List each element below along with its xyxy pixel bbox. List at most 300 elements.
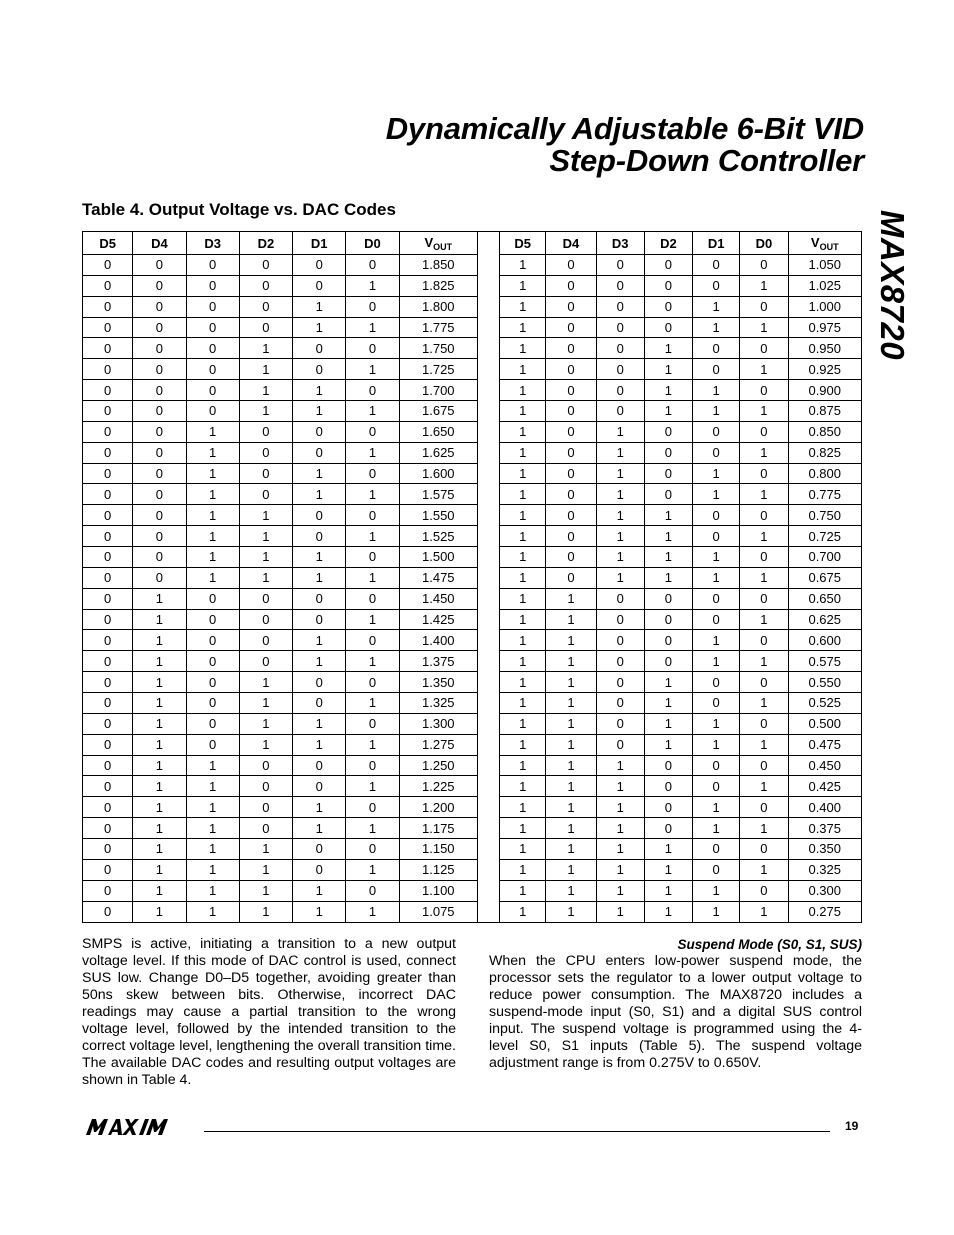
vout-cell: 1.125	[399, 859, 477, 880]
bit-cell: 1	[346, 859, 399, 880]
bit-cell: 0	[293, 442, 346, 463]
bit-cell: 1	[239, 693, 292, 714]
vout-cell: 0.550	[788, 672, 862, 693]
bit-cell: 1	[644, 672, 692, 693]
bit-cell: 1	[293, 296, 346, 317]
bit-cell: 1	[500, 401, 546, 422]
bit-cell: 0	[693, 505, 740, 526]
bit-cell: 0	[83, 567, 133, 588]
bit-cell: 1	[500, 859, 546, 880]
column-gap	[477, 275, 499, 296]
bit-cell: 0	[693, 442, 740, 463]
bit-cell: 0	[239, 776, 292, 797]
bit-cell: 1	[293, 818, 346, 839]
vout-cell: 0.950	[788, 338, 862, 359]
vout-cell: 0.775	[788, 484, 862, 505]
bit-cell: 0	[133, 505, 186, 526]
table-row	[83, 463, 862, 484]
bit-cell: 1	[293, 380, 346, 401]
bit-cell: 0	[83, 776, 133, 797]
bit-cell: 1	[740, 693, 788, 714]
vout-cell: 1.550	[399, 505, 477, 526]
bit-cell: 0	[596, 672, 644, 693]
bit-cell: 0	[239, 630, 292, 651]
bit-cell: 1	[740, 359, 788, 380]
table-row	[83, 567, 862, 588]
bit-cell: 0	[293, 693, 346, 714]
bit-cell: 0	[83, 317, 133, 338]
bit-cell: 1	[740, 401, 788, 422]
bit-cell: 0	[740, 630, 788, 651]
table-row	[83, 338, 862, 359]
header-vout: $V_{OUT}$	[788, 232, 862, 255]
bit-cell: 1	[293, 463, 346, 484]
bit-cell: 0	[83, 797, 133, 818]
bit-cell: 0	[186, 693, 239, 714]
bit-cell: 1	[596, 776, 644, 797]
vout-cell: 1.675	[399, 401, 477, 422]
bit-cell: 1	[346, 734, 399, 755]
table-row	[83, 296, 862, 317]
bit-cell: 1	[546, 609, 596, 630]
bit-cell: 0	[644, 421, 692, 442]
bit-cell: 1	[346, 275, 399, 296]
bit-cell: 0	[644, 463, 692, 484]
bit-cell: 1	[596, 442, 644, 463]
bit-cell: 1	[239, 901, 292, 922]
table-header-row	[83, 232, 862, 255]
bit-cell: 0	[693, 338, 740, 359]
bit-cell: 0	[83, 505, 133, 526]
bit-cell: 0	[83, 588, 133, 609]
bit-cell: 0	[83, 713, 133, 734]
bit-cell: 1	[133, 839, 186, 860]
bit-cell: 1	[133, 713, 186, 734]
bit-cell: 0	[346, 505, 399, 526]
bit-cell: 0	[546, 442, 596, 463]
vout-cell: 1.375	[399, 651, 477, 672]
bit-cell: 0	[596, 296, 644, 317]
bit-cell: 1	[293, 651, 346, 672]
bit-cell: 0	[293, 338, 346, 359]
bit-cell: 0	[83, 526, 133, 547]
bit-cell: 0	[293, 275, 346, 296]
bit-cell: 1	[644, 567, 692, 588]
bit-cell: 1	[693, 401, 740, 422]
bit-cell: 1	[500, 839, 546, 860]
table-row	[83, 651, 862, 672]
bit-cell: 0	[693, 672, 740, 693]
vout-cell: 0.500	[788, 713, 862, 734]
bit-cell: 0	[83, 359, 133, 380]
vout-cell: 1.075	[399, 901, 477, 922]
column-gap	[477, 859, 499, 880]
bit-cell: 1	[546, 588, 596, 609]
bit-cell: 0	[346, 713, 399, 734]
vout-cell: 1.050	[788, 255, 862, 276]
table-row	[83, 317, 862, 338]
bit-cell: 1	[644, 359, 692, 380]
bit-cell: 0	[133, 255, 186, 276]
bit-cell: 1	[693, 818, 740, 839]
bit-cell: 1	[186, 421, 239, 442]
bit-cell: 1	[596, 526, 644, 547]
bit-cell: 0	[133, 359, 186, 380]
bit-cell: 1	[293, 630, 346, 651]
bit-cell: 0	[346, 880, 399, 901]
vout-cell: 0.400	[788, 797, 862, 818]
bit-cell: 1	[546, 839, 596, 860]
bit-cell: 0	[546, 505, 596, 526]
part-number-side-label	[870, 205, 914, 365]
vout-cell: 0.325	[788, 859, 862, 880]
header-d2: D2	[644, 232, 692, 255]
bit-cell: 1	[186, 567, 239, 588]
bit-cell: 1	[293, 401, 346, 422]
bit-cell: 0	[596, 713, 644, 734]
vout-cell: 0.375	[788, 818, 862, 839]
column-gap	[477, 421, 499, 442]
column-gap	[477, 255, 499, 276]
column-gap	[477, 880, 499, 901]
title-line-2: Step-Down Controller	[549, 143, 864, 178]
vout-cell: 0.625	[788, 609, 862, 630]
bit-cell: 0	[133, 463, 186, 484]
vout-cell: 1.425	[399, 609, 477, 630]
vout-cell: 1.325	[399, 693, 477, 714]
bit-cell: 0	[596, 255, 644, 276]
bit-cell: 0	[293, 505, 346, 526]
bit-cell: 1	[346, 818, 399, 839]
vout-cell: 0.675	[788, 567, 862, 588]
bit-cell: 0	[596, 630, 644, 651]
bit-cell: 0	[186, 672, 239, 693]
bit-cell: 1	[644, 734, 692, 755]
bit-cell: 0	[186, 338, 239, 359]
bit-cell: 0	[740, 713, 788, 734]
bit-cell: 1	[500, 338, 546, 359]
vout-cell: 1.200	[399, 797, 477, 818]
bit-cell: 0	[186, 713, 239, 734]
bit-cell: 1	[546, 713, 596, 734]
table-row	[83, 693, 862, 714]
page-title	[386, 113, 864, 177]
table-caption: Table 4. Output Voltage vs. DAC Codes	[82, 200, 396, 219]
bit-cell: 1	[500, 609, 546, 630]
bit-cell: 1	[644, 505, 692, 526]
bit-cell: 0	[83, 818, 133, 839]
bit-cell: 1	[346, 901, 399, 922]
bit-cell: 0	[546, 317, 596, 338]
table-row	[83, 672, 862, 693]
bit-cell: 1	[546, 859, 596, 880]
column-gap	[477, 672, 499, 693]
bit-cell: 0	[644, 651, 692, 672]
bit-cell: 1	[693, 651, 740, 672]
bit-cell: 0	[133, 484, 186, 505]
column-gap	[477, 567, 499, 588]
bit-cell: 1	[693, 630, 740, 651]
bit-cell: 1	[239, 880, 292, 901]
bit-cell: 1	[546, 672, 596, 693]
bit-cell: 1	[596, 755, 644, 776]
bit-cell: 1	[186, 547, 239, 568]
bit-cell: 1	[346, 442, 399, 463]
bit-cell: 0	[239, 484, 292, 505]
bit-cell: 0	[133, 442, 186, 463]
bit-cell: 0	[83, 484, 133, 505]
bit-cell: 1	[644, 901, 692, 922]
table-row	[83, 901, 862, 922]
bit-cell: 0	[740, 588, 788, 609]
bit-cell: 1	[133, 901, 186, 922]
bit-cell: 0	[644, 776, 692, 797]
bit-cell: 0	[596, 693, 644, 714]
bit-cell: 0	[239, 588, 292, 609]
header-d2: D2	[239, 232, 292, 255]
bit-cell: 0	[83, 734, 133, 755]
bit-cell: 1	[500, 776, 546, 797]
bit-cell: 1	[346, 567, 399, 588]
vout-cell: 0.600	[788, 630, 862, 651]
bit-cell: 0	[293, 421, 346, 442]
bit-cell: 0	[346, 421, 399, 442]
bit-cell: 1	[239, 401, 292, 422]
bit-cell: 1	[500, 505, 546, 526]
bit-cell: 1	[293, 484, 346, 505]
table-row	[83, 380, 862, 401]
bit-cell: 0	[186, 401, 239, 422]
bit-cell: 1	[500, 567, 546, 588]
vout-cell: 1.400	[399, 630, 477, 651]
bit-cell: 1	[693, 463, 740, 484]
vout-cell: 0.825	[788, 442, 862, 463]
bit-cell: 0	[83, 338, 133, 359]
body-text-left: SMPS is active, initiating a transition to a new output voltage level. If this mode of DAC control is used, connect SUS low. Change D0–D5 together, avoiding greater than 50ns skew between bits. Otherwise, incorrect DAC readings may cause a partial transition to the wrong voltage level, followed by the intended transition to the correct voltage level, lengthening the overall transition time. The available DAC codes and resulting output voltages are shown in Table 4.	[82, 936, 456, 1088]
bit-cell: 1	[500, 296, 546, 317]
bit-cell: 0	[346, 797, 399, 818]
bit-cell: 1	[596, 901, 644, 922]
bit-cell: 0	[293, 588, 346, 609]
bit-cell: 1	[293, 547, 346, 568]
bit-cell: 0	[644, 630, 692, 651]
bit-cell: 1	[644, 401, 692, 422]
bit-cell: 1	[740, 526, 788, 547]
bit-cell: 1	[596, 463, 644, 484]
header-d4: D4	[546, 232, 596, 255]
bit-cell: 1	[186, 859, 239, 880]
bit-cell: 1	[693, 567, 740, 588]
bit-cell: 0	[293, 526, 346, 547]
bit-cell: 1	[239, 567, 292, 588]
bit-cell: 1	[186, 818, 239, 839]
column-gap	[477, 630, 499, 651]
table-row	[83, 442, 862, 463]
bit-cell: 0	[293, 255, 346, 276]
bit-cell: 0	[693, 609, 740, 630]
bit-cell: 1	[500, 275, 546, 296]
column-gap	[477, 484, 499, 505]
bit-cell: 0	[693, 839, 740, 860]
bit-cell: 0	[740, 338, 788, 359]
bit-cell: 0	[346, 255, 399, 276]
column-gap	[477, 755, 499, 776]
header-d1: D1	[693, 232, 740, 255]
bit-cell: 0	[83, 547, 133, 568]
vout-cell: 0.350	[788, 839, 862, 860]
bit-cell: 0	[83, 421, 133, 442]
bit-cell: 0	[546, 275, 596, 296]
bit-cell: 1	[133, 609, 186, 630]
suspend-mode-heading: Suspend Mode (S0, S1, SUS)	[677, 937, 862, 952]
bit-cell: 0	[596, 380, 644, 401]
bit-cell: 0	[346, 338, 399, 359]
bit-cell: 1	[346, 401, 399, 422]
vout-cell: 1.600	[399, 463, 477, 484]
bit-cell: 1	[740, 734, 788, 755]
bit-cell: 0	[133, 296, 186, 317]
bit-cell: 0	[740, 255, 788, 276]
bit-cell: 1	[133, 776, 186, 797]
bit-cell: 1	[693, 713, 740, 734]
bit-cell: 1	[644, 526, 692, 547]
bit-cell: 1	[596, 880, 644, 901]
bit-cell: 0	[83, 380, 133, 401]
bit-cell: 1	[693, 317, 740, 338]
bit-cell: 0	[740, 672, 788, 693]
bit-cell: 0	[186, 734, 239, 755]
bit-cell: 1	[186, 901, 239, 922]
bit-cell: 1	[500, 901, 546, 922]
bit-cell: 1	[186, 463, 239, 484]
table-row	[83, 255, 862, 276]
table-row	[83, 505, 862, 526]
bit-cell: 0	[293, 672, 346, 693]
bit-cell: 1	[186, 755, 239, 776]
bit-cell: 1	[693, 547, 740, 568]
column-gap	[477, 338, 499, 359]
bit-cell: 1	[293, 797, 346, 818]
bit-cell: 1	[500, 588, 546, 609]
bit-cell: 0	[740, 421, 788, 442]
vout-cell: 1.225	[399, 776, 477, 797]
vout-cell: 1.175	[399, 818, 477, 839]
bit-cell: 1	[186, 880, 239, 901]
bit-cell: 0	[293, 609, 346, 630]
bit-cell: 0	[596, 401, 644, 422]
vout-cell: 0.850	[788, 421, 862, 442]
bit-cell: 1	[596, 547, 644, 568]
bit-cell: 1	[740, 275, 788, 296]
bit-cell: 1	[239, 338, 292, 359]
bit-cell: 1	[740, 484, 788, 505]
bit-cell: 1	[500, 797, 546, 818]
bit-cell: 1	[500, 547, 546, 568]
vout-cell: 0.525	[788, 693, 862, 714]
bit-cell: 1	[346, 484, 399, 505]
vout-cell: 0.425	[788, 776, 862, 797]
bit-cell: 0	[644, 317, 692, 338]
bit-cell: 0	[644, 255, 692, 276]
bit-cell: 1	[186, 776, 239, 797]
bit-cell: 1	[293, 734, 346, 755]
bit-cell: 1	[346, 359, 399, 380]
bit-cell: 1	[500, 442, 546, 463]
bit-cell: 0	[346, 296, 399, 317]
bit-cell: 1	[239, 672, 292, 693]
bit-cell: 1	[133, 588, 186, 609]
bit-cell: 1	[186, 484, 239, 505]
bit-cell: 1	[293, 880, 346, 901]
bit-cell: 1	[500, 317, 546, 338]
vout-cell: 1.250	[399, 755, 477, 776]
bit-cell: 1	[293, 317, 346, 338]
vout-cell: 0.650	[788, 588, 862, 609]
bit-cell: 0	[546, 338, 596, 359]
bit-cell: 1	[546, 630, 596, 651]
vout-cell: 1.275	[399, 734, 477, 755]
vout-cell: 1.725	[399, 359, 477, 380]
table-row	[83, 526, 862, 547]
bit-cell: 1	[239, 547, 292, 568]
bit-cell: 1	[346, 693, 399, 714]
bit-cell: 0	[239, 755, 292, 776]
bit-cell: 1	[500, 713, 546, 734]
bit-cell: 1	[500, 421, 546, 442]
bit-cell: 0	[83, 442, 133, 463]
bit-cell: 0	[546, 296, 596, 317]
footer-rule	[204, 1131, 830, 1132]
table-row	[83, 755, 862, 776]
bit-cell: 1	[693, 484, 740, 505]
vout-cell: 0.800	[788, 463, 862, 484]
bit-cell: 0	[546, 484, 596, 505]
column-gap	[477, 359, 499, 380]
bit-cell: 0	[644, 296, 692, 317]
bit-cell: 0	[293, 859, 346, 880]
bit-cell: 1	[500, 630, 546, 651]
bit-cell: 0	[546, 463, 596, 484]
bit-cell: 0	[740, 463, 788, 484]
vout-cell: 1.500	[399, 547, 477, 568]
column-gap	[477, 232, 499, 255]
bit-cell: 1	[500, 359, 546, 380]
table-row	[83, 588, 862, 609]
bit-cell: 1	[693, 296, 740, 317]
table-row	[83, 734, 862, 755]
bit-cell: 0	[644, 275, 692, 296]
header-vout: $V_{OUT}$	[399, 232, 477, 255]
bit-cell: 1	[239, 859, 292, 880]
bit-cell: 0	[546, 547, 596, 568]
column-gap	[477, 693, 499, 714]
bit-cell: 0	[596, 734, 644, 755]
bit-cell: 1	[239, 380, 292, 401]
bit-cell: 0	[546, 526, 596, 547]
bit-cell: 0	[83, 901, 133, 922]
bit-cell: 0	[693, 588, 740, 609]
bit-cell: 1	[596, 859, 644, 880]
bit-cell: 1	[644, 547, 692, 568]
vout-cell: 0.300	[788, 880, 862, 901]
bit-cell: 0	[293, 755, 346, 776]
bit-cell: 0	[740, 547, 788, 568]
table-row	[83, 839, 862, 860]
bit-cell: 0	[693, 776, 740, 797]
table-row	[83, 880, 862, 901]
column-gap	[477, 609, 499, 630]
bit-cell: 0	[546, 401, 596, 422]
